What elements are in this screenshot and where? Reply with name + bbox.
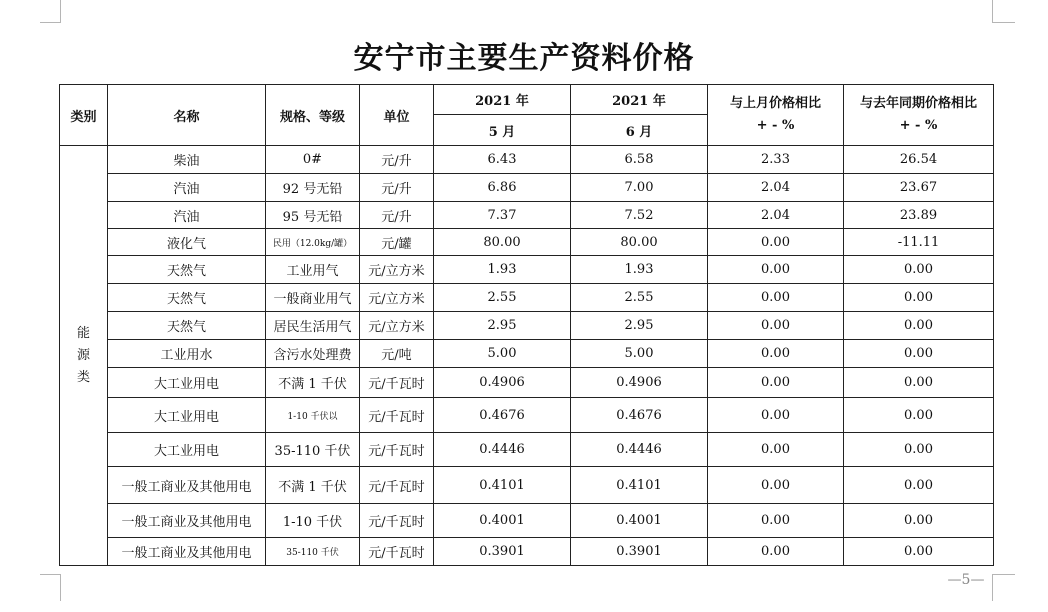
price-june: 80.00	[571, 229, 708, 256]
price-may: 0.3901	[434, 538, 571, 566]
price-june: 0.4001	[571, 504, 708, 538]
item-spec: 居民生活用气	[266, 312, 360, 340]
table-row	[60, 312, 994, 340]
item-unit: 元/千瓦时	[360, 467, 434, 504]
yoy-change: -11.11	[844, 229, 994, 256]
price-may: 6.43	[434, 146, 571, 174]
item-name: 汽油	[108, 174, 266, 202]
price-may: 80.00	[434, 229, 571, 256]
price-may: 5.00	[434, 340, 571, 368]
yoy-change: 0.00	[844, 312, 994, 340]
mom-change: 0.00	[708, 284, 844, 312]
table-row	[60, 146, 994, 174]
mom-change: 0.00	[708, 504, 844, 538]
price-june: 2.55	[571, 284, 708, 312]
yoy-change: 26.54	[844, 146, 994, 174]
yoy-change: 0.00	[844, 467, 994, 504]
yoy-change: 0.00	[844, 433, 994, 467]
item-name: 汽油	[108, 202, 266, 229]
item-spec: 民用（12.0kg/罐）	[266, 229, 360, 256]
table-row	[60, 174, 994, 202]
header-yoy-label: 与去年同期价格相比	[859, 96, 977, 111]
item-spec: 不满 1 千伏	[266, 368, 360, 398]
price-june: 1.93	[571, 256, 708, 284]
item-unit: 元/立方米	[360, 312, 434, 340]
yoy-change: 23.89	[844, 202, 994, 229]
mom-change: 0.00	[708, 256, 844, 284]
yoy-change: 0.00	[844, 538, 994, 566]
price-may: 0.4906	[434, 368, 571, 398]
price-may: 2.55	[434, 284, 571, 312]
item-unit: 元/升	[360, 146, 434, 174]
price-june: 0.3901	[571, 538, 708, 566]
price-june: 0.4446	[571, 433, 708, 467]
mom-change: 2.33	[708, 146, 844, 174]
price-june: 5.00	[571, 340, 708, 368]
item-unit: 元/升	[360, 174, 434, 202]
item-name: 一般工商业及其他用电	[108, 538, 266, 566]
category-char: 能	[76, 325, 90, 341]
crop-mark-top-left	[40, 0, 61, 23]
item-spec: 一般商业用气	[266, 284, 360, 312]
mom-change: 0.00	[708, 538, 844, 566]
price-may: 0.4446	[434, 433, 571, 467]
header-year-may: 2021 年	[434, 85, 571, 115]
crop-mark-bottom-left	[40, 574, 61, 601]
item-name: 大工业用电	[108, 433, 266, 467]
yoy-change: 23.67	[844, 174, 994, 202]
price-may: 6.86	[434, 174, 571, 202]
item-spec: 0#	[266, 146, 360, 174]
table-row	[60, 467, 994, 504]
price-may: 0.4676	[434, 398, 571, 433]
header-spec: 规格、等级	[266, 85, 360, 146]
item-unit: 元/立方米	[360, 256, 434, 284]
item-name: 天然气	[108, 284, 266, 312]
header-yoy	[844, 85, 994, 146]
category-char: 源	[76, 347, 90, 363]
item-spec: 工业用气	[266, 256, 360, 284]
crop-mark-top-right	[992, 0, 1015, 23]
item-spec: 1-10 千伏以	[266, 398, 360, 433]
table-row	[60, 433, 994, 467]
item-unit: 元/吨	[360, 340, 434, 368]
item-spec: 不满 1 千伏	[266, 467, 360, 504]
mom-change: 0.00	[708, 467, 844, 504]
item-name: 一般工商业及其他用电	[108, 504, 266, 538]
table-row	[60, 229, 994, 256]
price-june: 0.4906	[571, 368, 708, 398]
price-may: 7.37	[434, 202, 571, 229]
header-mom-unit: + - %	[756, 118, 795, 133]
price-june: 6.58	[571, 146, 708, 174]
mom-change: 0.00	[708, 229, 844, 256]
mom-change: 2.04	[708, 202, 844, 229]
item-name: 工业用水	[108, 340, 266, 368]
mom-change: 0.00	[708, 340, 844, 368]
header-name: 名称	[108, 85, 266, 146]
item-name: 液化气	[108, 229, 266, 256]
item-unit: 元/千瓦时	[360, 504, 434, 538]
table-row	[60, 398, 994, 433]
item-unit: 元/罐	[360, 229, 434, 256]
price-june: 0.4101	[571, 467, 708, 504]
item-spec: 35-110 千伏	[266, 433, 360, 467]
item-name: 天然气	[108, 256, 266, 284]
item-name: 一般工商业及其他用电	[108, 467, 266, 504]
header-yoy-unit: + - %	[899, 118, 938, 133]
yoy-change: 0.00	[844, 504, 994, 538]
price-may: 2.95	[434, 312, 571, 340]
item-name: 天然气	[108, 312, 266, 340]
item-spec: 35-110 千伏	[266, 538, 360, 566]
header-month-june: 6 月	[571, 115, 708, 146]
item-unit: 元/千瓦时	[360, 433, 434, 467]
header-unit: 单位	[360, 85, 434, 146]
item-name: 柴油	[108, 146, 266, 174]
yoy-change: 0.00	[844, 368, 994, 398]
header-category: 类别	[60, 85, 108, 146]
price-may: 0.4001	[434, 504, 571, 538]
price-table	[59, 84, 994, 566]
yoy-change: 0.00	[844, 398, 994, 433]
header-mom	[708, 85, 844, 146]
item-unit: 元/千瓦时	[360, 368, 434, 398]
mom-change: 0.00	[708, 368, 844, 398]
price-may: 1.93	[434, 256, 571, 284]
item-unit: 元/升	[360, 202, 434, 229]
category-energy	[60, 146, 108, 566]
table-row	[60, 538, 994, 566]
yoy-change: 0.00	[844, 340, 994, 368]
item-spec: 92 号无铅	[266, 174, 360, 202]
page-number: —5—	[947, 572, 985, 588]
header-year-june: 2021 年	[571, 85, 708, 115]
table-row	[60, 256, 994, 284]
yoy-change: 0.00	[844, 284, 994, 312]
header-row-1	[60, 85, 994, 115]
item-name: 大工业用电	[108, 398, 266, 433]
item-spec: 95 号无铅	[266, 202, 360, 229]
price-june: 7.52	[571, 202, 708, 229]
item-unit: 元/千瓦时	[360, 398, 434, 433]
table-row	[60, 504, 994, 538]
item-unit: 元/立方米	[360, 284, 434, 312]
price-may: 0.4101	[434, 467, 571, 504]
yoy-change: 0.00	[844, 256, 994, 284]
crop-mark-bottom-right	[992, 574, 1015, 601]
mom-change: 0.00	[708, 398, 844, 433]
mom-change: 0.00	[708, 312, 844, 340]
table-row	[60, 202, 994, 229]
table-row	[60, 368, 994, 398]
mom-change: 0.00	[708, 433, 844, 467]
page-title: 安宁市主要生产资料价格	[353, 41, 695, 76]
table-row	[60, 340, 994, 368]
price-june: 0.4676	[571, 398, 708, 433]
price-june: 7.00	[571, 174, 708, 202]
item-name: 大工业用电	[108, 368, 266, 398]
header-month-may: 5 月	[434, 115, 571, 146]
table-row	[60, 284, 994, 312]
item-unit: 元/千瓦时	[360, 538, 434, 566]
category-char: 类	[76, 369, 90, 385]
header-mom-label: 与上月价格相比	[729, 96, 821, 111]
price-june: 2.95	[571, 312, 708, 340]
item-spec: 含污水处理费	[266, 340, 360, 368]
item-spec: 1-10 千伏	[266, 504, 360, 538]
mom-change: 2.04	[708, 174, 844, 202]
